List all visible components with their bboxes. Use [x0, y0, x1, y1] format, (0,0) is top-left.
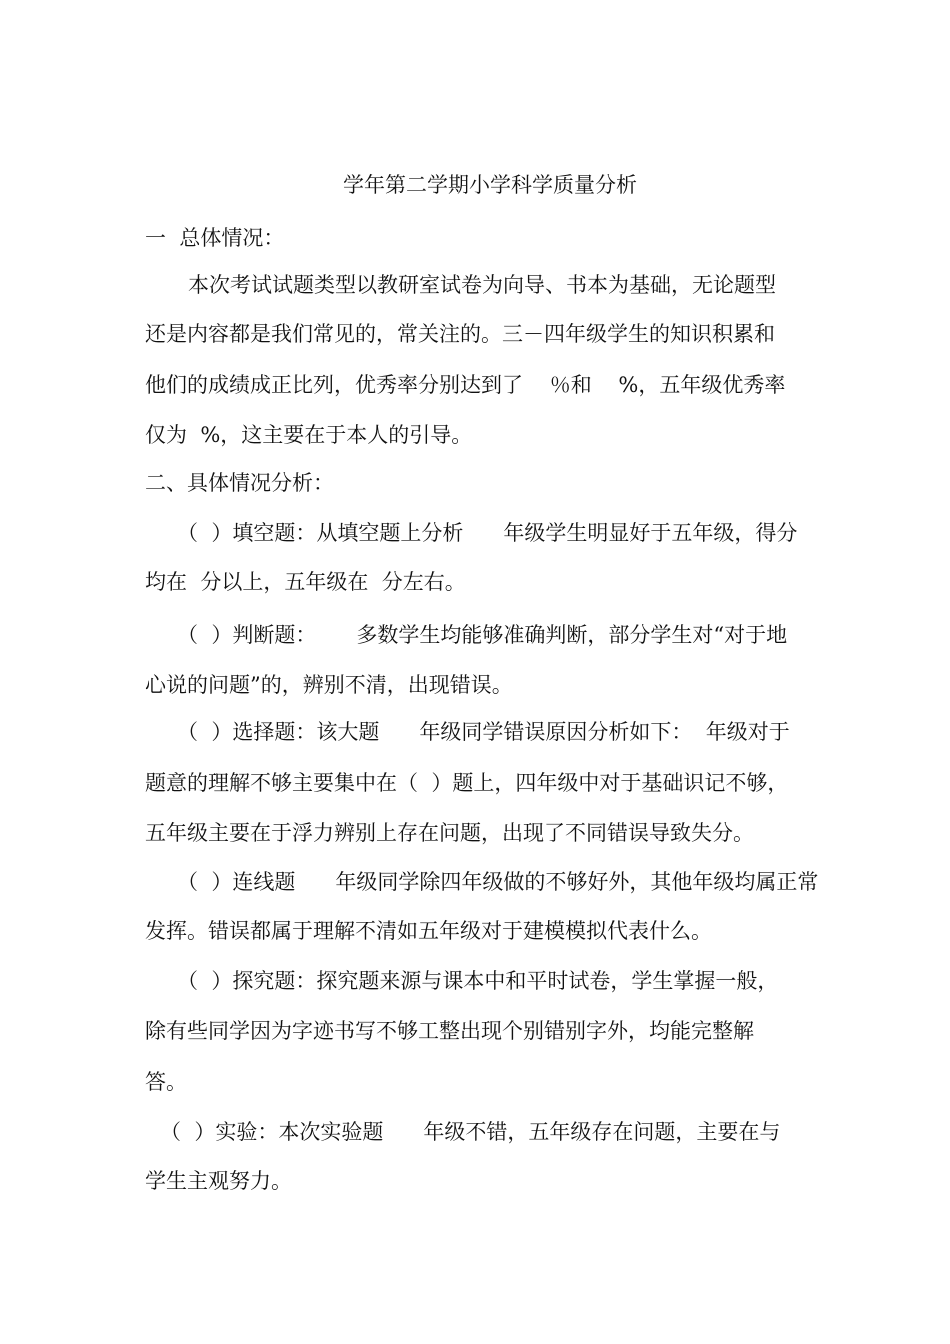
paragraph-line: （ ）选择题：该大题 年级同学错误原因分析如下： 年级对于 — [177, 720, 790, 744]
paragraph-line: 仅为 %，这主要在于本人的引导。 — [145, 423, 473, 447]
paragraph-line: 发挥。错误都属于理解不清如五年级对于建模模拟代表什么。 — [145, 919, 712, 943]
paragraph-line: 均在 分以上，五年级在 分左右。 — [145, 570, 466, 594]
paragraph-line: （ ）判断题： 多数学生均能够准确判断，部分学生对“对于地 — [177, 623, 788, 647]
paragraph-line: （ ）探究题：探究题来源与课本中和平时试卷，学生掌握一般， — [177, 969, 779, 993]
paragraph-line: 除有些同学因为字迹书写不够工整出现个别错别字外，均能完整解 — [145, 1019, 754, 1043]
paragraph-line: 心说的问题”的，辨别不清，出现错误。 — [145, 673, 513, 697]
paragraph-line: （ ）连线题 年级同学除四年级做的不够好外，其他年级均属正常 — [177, 870, 819, 894]
paragraph-line: 学生主观努力。 — [145, 1169, 292, 1193]
paragraph-line: 本次考试试题类型以教研室试卷为向导、书本为基础，无论题型 — [188, 273, 776, 297]
paragraph-line: 答。 — [145, 1070, 187, 1094]
document-title: 学年第二学期小学科学质量分析 — [343, 173, 637, 197]
section-heading-analysis: 二、具体情况分析： — [145, 471, 334, 495]
section-heading-overview: 一 总体情况： — [145, 226, 285, 250]
paragraph-line: 题意的理解不够主要集中在（ ）题上，四年级中对于基础识记不够， — [145, 771, 789, 795]
paragraph-line: 五年级主要在于浮力辨别上存在问题，出现了不同错误导致失分。 — [145, 821, 754, 845]
paragraph-line: 他们的成绩成正比列，优秀率分别达到了 ％和 %，五年级优秀率 — [145, 373, 786, 397]
paragraph-line: （ ）填空题：从填空题上分析 年级学生明显好于五年级，得分 — [177, 521, 798, 545]
paragraph-line: 还是内容都是我们常见的，常关注的。三－四年级学生的知识积累和 — [145, 322, 775, 346]
paragraph-line: （ ）实验：本次实验题 年级不错，五年级存在问题，主要在与 — [160, 1120, 781, 1144]
